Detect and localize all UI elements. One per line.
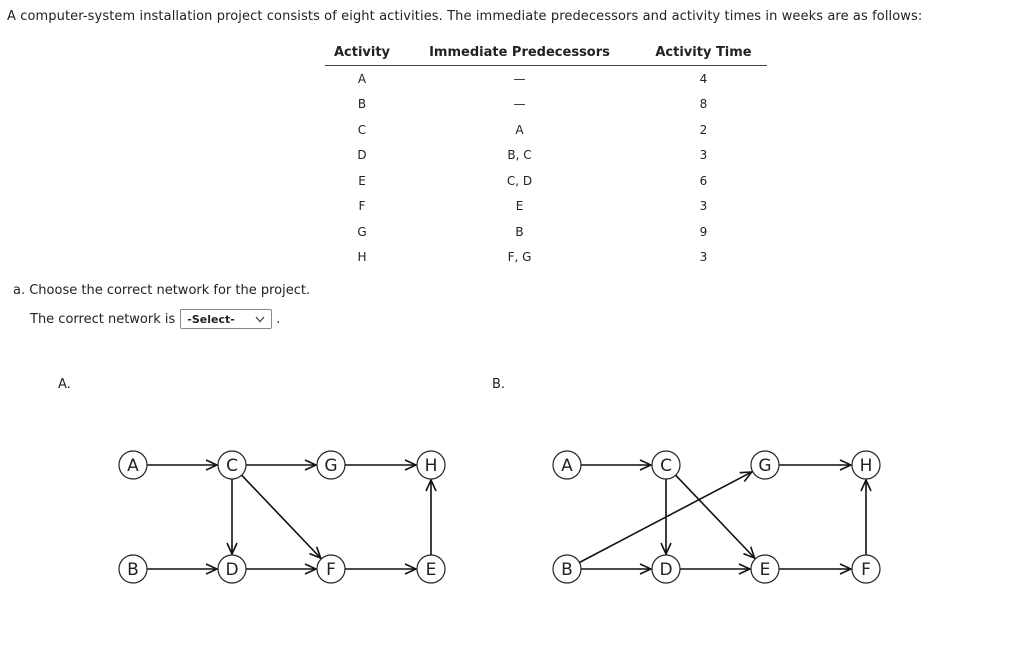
cell-activity: A — [357, 71, 367, 86]
node-label-f: F — [326, 560, 336, 580]
edge-c-f — [242, 475, 321, 558]
option-a-label: A. — [58, 377, 71, 392]
node-label-b: B — [127, 560, 139, 580]
node-label-g: G — [324, 456, 338, 476]
cell-predecessors: F, G — [507, 250, 532, 265]
network-diagram-a[interactable] — [119, 451, 445, 583]
cell-predecessors: C, D — [506, 173, 533, 188]
cell-time: 6 — [699, 173, 708, 188]
cell-predecessors: — — [513, 71, 526, 86]
header-predecessors: Immediate Predecessors — [399, 44, 640, 66]
node-label-d: D — [659, 560, 673, 580]
cell-activity: B — [357, 97, 367, 112]
select-value: -Select- — [187, 312, 235, 326]
node-label-h: H — [859, 456, 873, 476]
node-label-c: C — [226, 456, 238, 476]
node-label-e: E — [759, 560, 771, 580]
question-prompt: The correct network is — [30, 311, 176, 327]
cell-predecessors: E — [515, 199, 524, 214]
edge-c-e — [676, 475, 755, 558]
network-diagram-b[interactable] — [553, 451, 880, 583]
node-label-a: A — [561, 456, 573, 476]
header-activity: Activity — [325, 44, 399, 66]
option-b-label: B. — [492, 377, 506, 392]
cell-time: 4 — [699, 71, 708, 86]
problem-intro: A computer-system installation project consists of eight activities. The immediate predecessors and activity times in weeks are as follows: — [7, 9, 923, 24]
cell-time: 3 — [699, 148, 708, 163]
cell-activity: E — [358, 173, 366, 188]
cell-predecessors: — — [513, 97, 526, 112]
cell-time: 3 — [699, 250, 708, 265]
cell-predecessors: B, C — [507, 148, 532, 163]
node-label-d: D — [225, 560, 239, 580]
node-label-e: E — [425, 560, 437, 580]
node-label-g: G — [758, 456, 772, 476]
cell-time: 9 — [699, 224, 708, 239]
cell-time: 2 — [699, 122, 708, 137]
node-label-h: H — [424, 456, 438, 476]
cell-activity: H — [357, 250, 367, 265]
question-trailing: . — [276, 311, 281, 327]
cell-activity: C — [357, 122, 367, 137]
question-label: a. Choose the correct network for the project. — [13, 283, 311, 298]
cell-activity: F — [358, 199, 366, 214]
cell-time: 3 — [699, 199, 708, 214]
cell-activity: G — [357, 224, 367, 239]
cell-predecessors: B — [515, 224, 524, 239]
header-time: Activity Time — [640, 44, 767, 66]
node-label-c: C — [660, 456, 672, 476]
cell-activity: D — [357, 148, 367, 163]
node-label-a: A — [127, 456, 139, 476]
cell-time: 8 — [699, 97, 708, 112]
node-label-b: B — [561, 560, 573, 580]
cell-predecessors: A — [515, 122, 524, 137]
node-label-f: F — [861, 560, 871, 580]
